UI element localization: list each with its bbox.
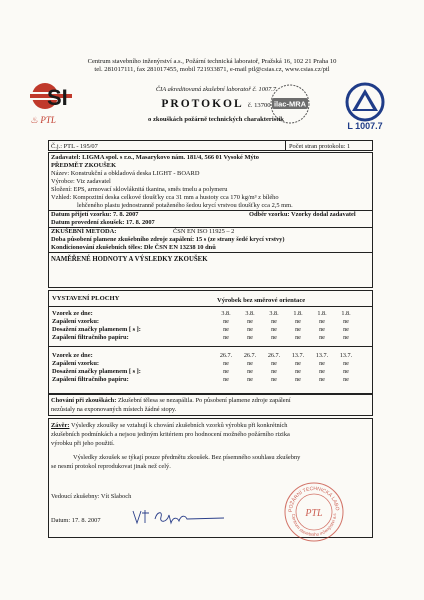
cia-badge-text: L 1007.7: [347, 121, 383, 131]
cell: ne: [343, 368, 349, 375]
conclusion-date: Datum: 17. 8. 2007: [51, 517, 101, 524]
cell: 13.7.: [339, 352, 353, 359]
row-label: Zapálení filtračního papíru:: [52, 376, 129, 383]
ptl-flame-icon: ♨: [30, 115, 39, 125]
stamp-bottom-text: Centrum stavebního inženýrství a.s: [290, 513, 338, 538]
cell: ne: [295, 326, 301, 333]
si-logo: [30, 80, 72, 112]
reference-cj: Č.j.: PTL - 195/07: [51, 142, 98, 150]
protocol-number: č. 13700: [247, 102, 271, 109]
stamp-top-text: POŽÁRNÍ TECHNICKÁ LABO: [287, 485, 341, 513]
cia-lab-badge: [334, 80, 396, 132]
cell: 13.7.: [291, 352, 305, 359]
slozeni: Složení: EPS, armovací sklovláknitá tkanina, směs tmelu a polymeru: [51, 186, 228, 193]
cell: ne: [247, 376, 253, 383]
row-label: Zapálení filtračního papíru:: [52, 334, 129, 341]
cell: ne: [247, 334, 253, 341]
cell: ne: [271, 360, 277, 367]
cell: 3.8.: [221, 310, 231, 317]
protocol-subtitle: o zkouškách požárně technických charakteristik: [148, 116, 284, 123]
row-label: Vzorek ze dne:: [52, 310, 93, 317]
cell: 26.7.: [267, 352, 281, 359]
reference-divider: [285, 141, 286, 151]
behaviour-text-1: Zkušební tělesa se nezapálila. Po působení plamene zdroje zapálení: [117, 397, 291, 404]
cell: ne: [319, 376, 325, 383]
accreditation-line: ČIA akreditovaná zkušební laboratoř č. 1007.7: [155, 86, 277, 93]
results-heading: NAMĚŘENÉ HODNOTY A VÝSLEDKY ZKOUŠEK: [51, 256, 208, 263]
cell: 1.8.: [341, 310, 351, 317]
lab-stamp: [283, 481, 345, 543]
doba-pusobeni: Doba působení plamene zkušebního zdroje zapálení: 15 s (ze strany šedé krycí vrstvy): [51, 236, 285, 243]
datum-prijeti: Datum přijetí vzorku: 7. 8. 2007: [51, 211, 139, 218]
cell: ne: [343, 318, 349, 325]
cell: ne: [271, 326, 277, 333]
table-divider: [49, 346, 372, 347]
cell: ne: [223, 334, 229, 341]
vzhled-2: lehčeného plastu jednostranně potaženého šedou krycí vrstvou tloušťky cca 2,5 mm.: [77, 202, 293, 209]
protocol-title-text: PROTOKOL: [161, 98, 243, 110]
odber-vzorku: Odběr vzorku: Vzorky dodal zadavatel: [249, 211, 356, 218]
table-divider: [49, 306, 372, 307]
nazev: Název: Konstrukční a obkladová deska LIGHT - BOARD: [51, 170, 200, 177]
ptl-logo: [30, 115, 66, 129]
ilac-mra-badge: [264, 82, 316, 126]
ptl-logo-text: PTL: [40, 115, 56, 125]
metoda-label: ZKUŠEBNÍ METODA:: [51, 228, 117, 235]
head-of-lab: Vedoucí zkušebny: Vít Slaboch: [51, 493, 132, 500]
kondicionovani: Kondicionování zkušebních těles: Dle ČSN EN 13238 10 dnů: [51, 244, 216, 251]
behaviour-block: [48, 394, 373, 416]
reference-row: [48, 140, 373, 151]
conclusion-text-4: Výsledky zkoušek se týkají pouze předmětu zkoušek. Bez písemného souhlasu zkušebny: [73, 454, 301, 461]
stamp-center-text: PTL: [305, 508, 323, 519]
vzhled-1: Vzhled: Kompozitní deska celkové tloušťky cca 31 mm a hustoty cca 170 kg/m³ z bílého: [51, 194, 279, 201]
reference-pages: Počet stran protokolu: 1: [289, 142, 351, 150]
header-line-1: Centrum stavebního inženýrství a.s., Požární technická laboratoř, Pražská 16, 102 21 Praha 10: [87, 58, 337, 65]
behaviour-label: Chování při zkouškách:: [51, 397, 117, 404]
table-title: VYSTAVENÍ PLOCHY: [52, 295, 120, 302]
conclusion-label: Závěr:: [51, 422, 70, 429]
divider: [49, 252, 372, 253]
cell: ne: [247, 318, 253, 325]
cell: ne: [295, 368, 301, 375]
row-label: Zapálení vzorku:: [52, 360, 100, 367]
cell: ne: [247, 368, 253, 375]
cell: ne: [295, 318, 301, 325]
cell: 1.8.: [293, 310, 303, 317]
cell: ne: [343, 360, 349, 367]
cell: 3.8.: [269, 310, 279, 317]
results-table: [48, 290, 373, 394]
ilac-badge-text: ilac-MRA: [273, 99, 307, 109]
cell: ne: [295, 334, 301, 341]
conclusion-text-5: se nesmí protokol reprodukovat jinak než celý.: [51, 463, 171, 470]
table-subtitle: Výrobek bez směrové orientace: [217, 297, 306, 304]
cell: 3.8.: [245, 310, 255, 317]
cell: ne: [319, 318, 325, 325]
cell: 13.7.: [315, 352, 329, 359]
header-address: [0, 58, 424, 74]
cell: ne: [319, 334, 325, 341]
cell: ne: [319, 368, 325, 375]
conclusion-text-3: výrobku při jeho použití.: [51, 440, 115, 447]
predmet-title: PŘEDMĚT ZKOUŠEK: [51, 162, 117, 169]
row-label: Vzorek ze dne:: [52, 352, 93, 359]
cell: ne: [295, 376, 301, 383]
row-label: Zapálení vzorku:: [52, 318, 100, 325]
cell: ne: [223, 368, 229, 375]
conclusion-text-2: zkušebních podmínkách a nejsou jediným kritériem pro hodnocení možného požárního rizika: [51, 431, 290, 438]
cell: ne: [319, 326, 325, 333]
cell: ne: [271, 368, 277, 375]
signature-image: [129, 507, 229, 527]
row-label: Dosažení značky plamenem [ s ]:: [52, 368, 141, 375]
cell: ne: [247, 360, 253, 367]
si-logo-text: SI: [47, 85, 68, 110]
row-label: Dosažení značky plamenem [ s ]:: [52, 326, 141, 333]
cell: ne: [343, 326, 349, 333]
cell: ne: [223, 360, 229, 367]
cell: ne: [271, 318, 277, 325]
conclusion-block: [48, 418, 373, 538]
conclusion-text-1: Výsledky zkoušky se vztahují k chování zkušebních vzorků výrobku při konkrétních: [70, 422, 288, 429]
datum-provedeni: Datum provedení zkoušek: 17. 8. 2007: [51, 219, 155, 226]
metoda-value: ČSN EN ISO 11925 – 2: [173, 228, 235, 235]
conclusion-line-1: [51, 422, 287, 430]
vyrobce: Výrobce: Viz zadavatel: [51, 178, 111, 185]
header-line-2: tel. 281017111, fax 281017455, mobil 721933871, e-mail ptl@csias.cz, www.csias.cz/ptl: [94, 66, 330, 73]
cell: ne: [295, 360, 301, 367]
cell: 1.8.: [317, 310, 327, 317]
cell: ne: [271, 334, 277, 341]
cell: ne: [343, 334, 349, 341]
info-block: [48, 152, 373, 288]
behaviour-line-1: [51, 397, 291, 405]
cell: ne: [223, 326, 229, 333]
cell: ne: [319, 360, 325, 367]
cell: 26.7.: [243, 352, 257, 359]
cell: 26.7.: [219, 352, 233, 359]
cell: ne: [271, 376, 277, 383]
cell: ne: [247, 326, 253, 333]
cell: ne: [343, 376, 349, 383]
cell: ne: [223, 376, 229, 383]
zadavatel: Zadavatel: LIGMA spol. s r.o., Masarykovo nám. 181/4, 566 01 Vysoké Mýto: [51, 154, 260, 161]
cell: ne: [223, 318, 229, 325]
behaviour-text-2: nezůstaly na exponovaných místech žádné stopy.: [51, 406, 177, 413]
